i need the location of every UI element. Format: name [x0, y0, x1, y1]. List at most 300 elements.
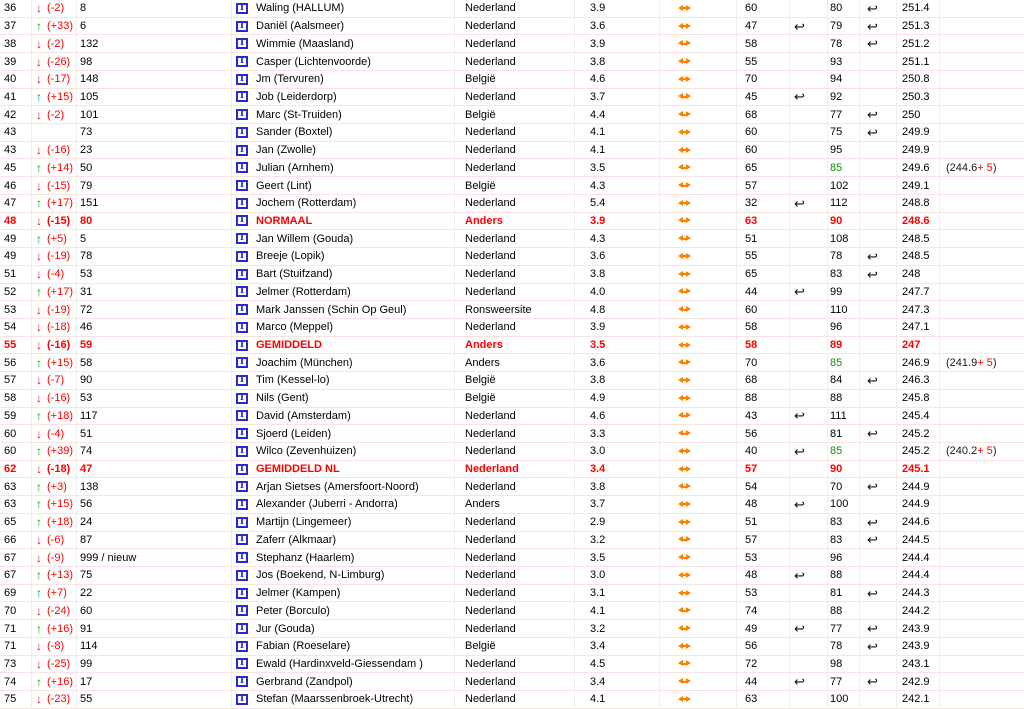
- trend-cell: [32, 673, 77, 690]
- repeat-cell-1: [790, 585, 828, 602]
- profile-stats-icon[interactable]: I: [236, 464, 248, 475]
- repeat-cell-2: [860, 673, 897, 690]
- score-mid: 57: [737, 177, 790, 194]
- score-mid: 60: [737, 0, 790, 17]
- player-number: 56: [77, 496, 232, 513]
- return-arrow-icon: ↩: [794, 443, 805, 459]
- profile-icon-cell: [232, 213, 255, 230]
- trend-cell: [32, 425, 77, 442]
- table-row: [0, 638, 1024, 656]
- trend-cell: [32, 337, 77, 354]
- profile-stats-icon[interactable]: I: [236, 91, 248, 102]
- profile-icon-cell: [232, 638, 255, 655]
- repeat-cell-1: [790, 89, 828, 106]
- player-name: Joachim (München): [255, 354, 455, 371]
- player-number: 72: [77, 301, 232, 318]
- profile-stats-icon[interactable]: I: [236, 127, 248, 138]
- player-name: Casper (Lichtenvoorde): [255, 53, 455, 70]
- total-score: 248: [897, 266, 940, 283]
- left-right-arrow-icon: [678, 234, 691, 243]
- repeat-cell-1: [790, 532, 828, 549]
- rank-change: (+13): [47, 569, 73, 582]
- profile-stats-icon[interactable]: I: [236, 641, 248, 652]
- total-score: 247.7: [897, 284, 940, 301]
- total-score: 245.8: [897, 390, 940, 407]
- player-name: Marco (Meppel): [255, 319, 455, 336]
- player-name: Tim (Kessel-lo): [255, 372, 455, 389]
- rank-change: (-4): [47, 427, 65, 440]
- country: België: [455, 106, 575, 123]
- return-arrow-icon: ↩: [867, 532, 878, 548]
- trend-cell: [32, 461, 77, 478]
- profile-stats-icon[interactable]: I: [236, 410, 248, 421]
- player-number: 999 / nieuw: [77, 549, 232, 566]
- left-right-arrow-icon: [678, 75, 691, 84]
- profile-icon-cell: [232, 18, 255, 35]
- left-right-arrow-icon: [678, 216, 691, 225]
- stable-cell: [660, 284, 737, 301]
- bonus-note: [940, 124, 1024, 141]
- trend-arrow-icon: ↑: [36, 160, 42, 175]
- score-avg: 3.6: [575, 354, 660, 371]
- score-mid: 53: [737, 549, 790, 566]
- score-avg: 4.4: [575, 106, 660, 123]
- rank: 58: [0, 390, 32, 407]
- total-score: 245.2: [897, 443, 940, 460]
- rank-change: (-26): [47, 55, 71, 68]
- score-avg: 3.4: [575, 638, 660, 655]
- score-avg: 3.3: [575, 425, 660, 442]
- trend-arrow-icon: ↓: [36, 603, 42, 618]
- repeat-cell-2: [860, 549, 897, 566]
- left-right-arrow-icon: [678, 358, 691, 367]
- return-arrow-icon: ↩: [794, 89, 805, 105]
- table-row: [0, 461, 1024, 479]
- trend-cell: [32, 230, 77, 247]
- player-number: 87: [77, 532, 232, 549]
- bonus-note: [940, 301, 1024, 318]
- profile-stats-icon[interactable]: I: [236, 393, 248, 404]
- repeat-cell-1: [790, 638, 828, 655]
- score-avg: 3.0: [575, 443, 660, 460]
- return-arrow-icon: ↩: [867, 0, 878, 16]
- score-high: 88: [828, 602, 860, 619]
- bonus-note: (244.6 + 5 ): [946, 161, 997, 174]
- country: Nederland: [455, 35, 575, 52]
- trend-arrow-icon: ↑: [36, 674, 42, 689]
- profile-stats-icon[interactable]: I: [236, 428, 248, 439]
- repeat-cell-2: [860, 602, 897, 619]
- repeat-cell-1: [790, 35, 828, 52]
- score-high: 81: [828, 425, 860, 442]
- country: Nederland: [455, 142, 575, 159]
- total-score: 250.3: [897, 89, 940, 106]
- return-arrow-icon: ↩: [867, 124, 878, 140]
- country: Nederland: [455, 673, 575, 690]
- profile-stats-icon[interactable]: I: [236, 357, 248, 368]
- trend-arrow-icon: ↑: [36, 284, 42, 299]
- profile-stats-icon[interactable]: I: [236, 499, 248, 510]
- profile-stats-icon[interactable]: I: [236, 251, 248, 262]
- total-score: 242.9: [897, 673, 940, 690]
- rank: 74: [0, 673, 32, 690]
- profile-stats-icon[interactable]: I: [236, 481, 248, 492]
- left-right-arrow-icon: [678, 270, 691, 279]
- rank: 39: [0, 53, 32, 70]
- score-mid: 63: [737, 691, 790, 708]
- stable-cell: [660, 142, 737, 159]
- player-name: Waling (HALLUM): [255, 0, 455, 17]
- player-name: Sander (Boxtel): [255, 124, 455, 141]
- repeat-cell-2: [860, 195, 897, 212]
- trend-arrow-icon: ↓: [36, 143, 42, 158]
- trend-cell: [32, 248, 77, 265]
- profile-icon-cell: [232, 408, 255, 425]
- trend-cell: [32, 89, 77, 106]
- repeat-cell-1: [790, 354, 828, 371]
- score-high: 98: [828, 656, 860, 673]
- player-name: Bart (Stuifzand): [255, 266, 455, 283]
- score-avg: 3.9: [575, 35, 660, 52]
- score-avg: 5.4: [575, 195, 660, 212]
- score-avg: 4.6: [575, 408, 660, 425]
- score-mid: 45: [737, 89, 790, 106]
- profile-stats-icon[interactable]: I: [236, 605, 248, 616]
- repeat-cell-1: [790, 602, 828, 619]
- trend-arrow-icon: ↓: [36, 426, 42, 441]
- table-row: [0, 549, 1024, 567]
- trend-cell: [32, 177, 77, 194]
- rank-change: (+15): [47, 90, 73, 103]
- country: Nederland: [455, 620, 575, 637]
- trend-cell: [32, 567, 77, 584]
- stable-cell: [660, 372, 737, 389]
- left-right-arrow-icon: [678, 589, 691, 598]
- score-avg: 3.8: [575, 53, 660, 70]
- score-mid: 43: [737, 408, 790, 425]
- trend-arrow-icon: ↑: [36, 355, 42, 370]
- repeat-cell-2: [860, 106, 897, 123]
- score-avg: 4.1: [575, 142, 660, 159]
- total-score: 244.4: [897, 567, 940, 584]
- rank: 60: [0, 443, 32, 460]
- repeat-cell-1: [790, 0, 828, 17]
- country: Nederland: [455, 0, 575, 17]
- stable-cell: [660, 425, 737, 442]
- table-row: [0, 354, 1024, 372]
- score-avg: 4.8: [575, 301, 660, 318]
- repeat-cell-1: [790, 691, 828, 708]
- bonus-note: [940, 106, 1024, 123]
- repeat-cell-2: [860, 408, 897, 425]
- bonus-note: [940, 89, 1024, 106]
- trend-cell: [32, 532, 77, 549]
- table-row: [0, 53, 1024, 71]
- player-number: 114: [77, 638, 232, 655]
- player-name: Ewald (Hardinxveld-Giessendam ): [255, 656, 455, 673]
- profile-stats-icon[interactable]: I: [236, 198, 248, 209]
- return-arrow-icon: ↩: [794, 496, 805, 512]
- profile-icon-cell: [232, 248, 255, 265]
- rank-change: (-16): [47, 144, 71, 157]
- rank: 46: [0, 177, 32, 194]
- return-arrow-icon: ↩: [794, 621, 805, 637]
- profile-icon-cell: [232, 691, 255, 708]
- left-right-arrow-icon: [678, 571, 691, 580]
- score-mid: 72: [737, 656, 790, 673]
- profile-stats-icon[interactable]: I: [236, 215, 248, 226]
- bonus-note: [940, 585, 1024, 602]
- profile-stats-icon[interactable]: I: [236, 233, 248, 244]
- rank-change: (-18): [47, 463, 71, 476]
- bonus-note: [940, 0, 1024, 17]
- trend-cell: [32, 35, 77, 52]
- stable-cell: [660, 266, 737, 283]
- profile-icon-cell: [232, 177, 255, 194]
- repeat-cell-2: [860, 354, 897, 371]
- profile-stats-icon[interactable]: I: [236, 676, 248, 687]
- left-right-arrow-icon: [678, 553, 691, 562]
- profile-stats-icon[interactable]: I: [236, 74, 248, 85]
- score-mid: 65: [737, 266, 790, 283]
- profile-stats-icon[interactable]: I: [236, 517, 248, 528]
- trend-arrow-icon: ↑: [36, 568, 42, 583]
- total-score: 250: [897, 106, 940, 123]
- rank: 62: [0, 461, 32, 478]
- repeat-cell-1: [790, 71, 828, 88]
- profile-stats-icon[interactable]: I: [236, 446, 248, 457]
- repeat-cell-1: [790, 177, 828, 194]
- score-high: 92: [828, 89, 860, 106]
- score-high: 112: [828, 195, 860, 212]
- profile-stats-icon[interactable]: I: [236, 534, 248, 545]
- table-row: [0, 248, 1024, 266]
- bonus-note: [940, 18, 1024, 35]
- profile-icon-cell: [232, 496, 255, 513]
- left-right-arrow-icon: [678, 518, 691, 527]
- return-arrow-icon: ↩: [794, 195, 805, 211]
- player-number: 5: [77, 230, 232, 247]
- profile-stats-icon[interactable]: I: [236, 322, 248, 333]
- repeat-cell-1: [790, 337, 828, 354]
- repeat-cell-1: [790, 301, 828, 318]
- repeat-cell-1: [790, 425, 828, 442]
- score-mid: 53: [737, 585, 790, 602]
- profile-icon-cell: [232, 124, 255, 141]
- score-mid: 47: [737, 18, 790, 35]
- stable-cell: [660, 620, 737, 637]
- repeat-cell-1: [790, 124, 828, 141]
- player-number: 132: [77, 35, 232, 52]
- score-mid: 51: [737, 514, 790, 531]
- country: Anders: [455, 496, 575, 513]
- profile-stats-icon[interactable]: I: [236, 286, 248, 297]
- bonus-note: [940, 425, 1024, 442]
- score-mid: 48: [737, 567, 790, 584]
- score-mid: 70: [737, 71, 790, 88]
- score-avg: 4.3: [575, 177, 660, 194]
- score-high: 84: [828, 372, 860, 389]
- trend-arrow-icon: ↓: [36, 36, 42, 51]
- repeat-cell-1: [790, 18, 828, 35]
- trend-cell: [32, 53, 77, 70]
- score-mid: 57: [737, 461, 790, 478]
- player-name: Arjan Sietses (Amersfoort-Noord): [255, 478, 455, 495]
- trend-arrow-icon: ↑: [36, 231, 42, 246]
- country: Nederland: [455, 602, 575, 619]
- rank: 45: [0, 159, 32, 176]
- trend-cell: [32, 638, 77, 655]
- stable-cell: [660, 248, 737, 265]
- repeat-cell-2: [860, 266, 897, 283]
- player-name: GEMIDDELD NL: [255, 461, 455, 478]
- table-row: [0, 496, 1024, 514]
- score-avg: 4.1: [575, 691, 660, 708]
- stable-cell: [660, 337, 737, 354]
- player-name: Wimmie (Maasland): [255, 35, 455, 52]
- trend-arrow-icon: ↓: [36, 532, 42, 547]
- table-row: [0, 567, 1024, 585]
- score-avg: 2.9: [575, 514, 660, 531]
- repeat-cell-1: [790, 284, 828, 301]
- stable-cell: [660, 691, 737, 708]
- rank-change: (-7): [47, 374, 65, 387]
- repeat-cell-2: [860, 585, 897, 602]
- stable-cell: [660, 549, 737, 566]
- repeat-cell-2: [860, 620, 897, 637]
- player-number: 58: [77, 354, 232, 371]
- repeat-cell-1: [790, 142, 828, 159]
- rank: 67: [0, 567, 32, 584]
- stable-cell: [660, 230, 737, 247]
- score-high: 93: [828, 53, 860, 70]
- profile-stats-icon[interactable]: I: [236, 694, 248, 705]
- total-score: 244.6: [897, 514, 940, 531]
- repeat-cell-1: [790, 266, 828, 283]
- return-arrow-icon: ↩: [794, 567, 805, 583]
- score-mid: 63: [737, 213, 790, 230]
- profile-icon-cell: [232, 0, 255, 17]
- left-right-arrow-icon: [678, 305, 691, 314]
- profile-stats-icon[interactable]: I: [236, 145, 248, 156]
- bonus-note: [940, 195, 1024, 212]
- profile-stats-icon[interactable]: I: [236, 304, 248, 315]
- player-name: Stephanz (Haarlem): [255, 549, 455, 566]
- profile-stats-icon[interactable]: I: [236, 162, 248, 173]
- return-arrow-icon: ↩: [867, 479, 878, 495]
- profile-stats-icon[interactable]: I: [236, 340, 248, 351]
- bonus-note: [940, 337, 1024, 354]
- left-right-arrow-icon: [678, 146, 691, 155]
- rank: 47: [0, 195, 32, 212]
- player-number: 78: [77, 248, 232, 265]
- player-name: Stefan (Maarssenbroek-Utrecht): [255, 691, 455, 708]
- country: Nederland: [455, 284, 575, 301]
- profile-stats-icon[interactable]: I: [236, 623, 248, 634]
- score-avg: 4.3: [575, 230, 660, 247]
- stable-cell: [660, 213, 737, 230]
- profile-icon-cell: [232, 195, 255, 212]
- profile-stats-icon[interactable]: I: [236, 21, 248, 32]
- rank-change: (+5): [47, 232, 67, 245]
- trend-cell: [32, 284, 77, 301]
- profile-stats-icon[interactable]: I: [236, 56, 248, 67]
- player-number: 31: [77, 284, 232, 301]
- profile-stats-icon[interactable]: I: [236, 180, 248, 191]
- profile-stats-icon[interactable]: I: [236, 109, 248, 120]
- trend-arrow-icon: ↓: [36, 249, 42, 264]
- trend-cell: [32, 0, 77, 17]
- total-score: 246.9: [897, 354, 940, 371]
- profile-icon-cell: [232, 372, 255, 389]
- stable-cell: [660, 124, 737, 141]
- table-row: [0, 284, 1024, 302]
- score-high: 78: [828, 248, 860, 265]
- rank-change: (-2): [47, 108, 65, 121]
- repeat-cell-2: [860, 461, 897, 478]
- profile-icon-cell: [232, 319, 255, 336]
- return-arrow-icon: ↩: [867, 372, 878, 388]
- bonus-note: [940, 549, 1024, 566]
- profile-stats-icon[interactable]: I: [236, 552, 248, 563]
- profile-stats-icon[interactable]: I: [236, 588, 248, 599]
- country: Nederland: [455, 53, 575, 70]
- score-mid: 88: [737, 390, 790, 407]
- profile-stats-icon[interactable]: I: [236, 375, 248, 386]
- score-mid: 74: [737, 602, 790, 619]
- score-avg: 3.2: [575, 532, 660, 549]
- score-high: 85: [828, 159, 860, 176]
- trend-cell: [32, 496, 77, 513]
- left-right-arrow-icon: [678, 252, 691, 261]
- repeat-cell-2: [860, 248, 897, 265]
- player-name: Peter (Borculo): [255, 602, 455, 619]
- repeat-cell-1: [790, 514, 828, 531]
- trend-arrow-icon: ↓: [36, 107, 42, 122]
- stable-cell: [660, 673, 737, 690]
- score-high: 77: [828, 620, 860, 637]
- score-mid: 58: [737, 319, 790, 336]
- profile-stats-icon[interactable]: I: [236, 38, 248, 49]
- country: Nederland: [455, 567, 575, 584]
- score-mid: 54: [737, 478, 790, 495]
- profile-icon-cell: [232, 390, 255, 407]
- repeat-cell-1: [790, 248, 828, 265]
- bonus-note: [940, 461, 1024, 478]
- profile-stats-icon[interactable]: I: [236, 658, 248, 669]
- score-high: 89: [828, 337, 860, 354]
- left-right-arrow-icon: [678, 181, 691, 190]
- profile-stats-icon[interactable]: I: [236, 570, 248, 581]
- trend-arrow-icon: ↓: [36, 462, 42, 477]
- repeat-cell-1: [790, 656, 828, 673]
- stable-cell: [660, 159, 737, 176]
- score-mid: 60: [737, 142, 790, 159]
- repeat-cell-2: [860, 159, 897, 176]
- profile-stats-icon[interactable]: I: [236, 3, 248, 14]
- total-score: 244.3: [897, 585, 940, 602]
- rank: 36: [0, 0, 32, 17]
- score-high: 77: [828, 106, 860, 123]
- profile-icon-cell: [232, 89, 255, 106]
- trend-arrow-icon: ↓: [36, 639, 42, 654]
- left-right-arrow-icon: [678, 128, 691, 137]
- bonus-note: [940, 656, 1024, 673]
- rank: 37: [0, 18, 32, 35]
- stable-cell: [660, 656, 737, 673]
- profile-stats-icon[interactable]: I: [236, 269, 248, 280]
- left-right-arrow-icon: [678, 22, 691, 31]
